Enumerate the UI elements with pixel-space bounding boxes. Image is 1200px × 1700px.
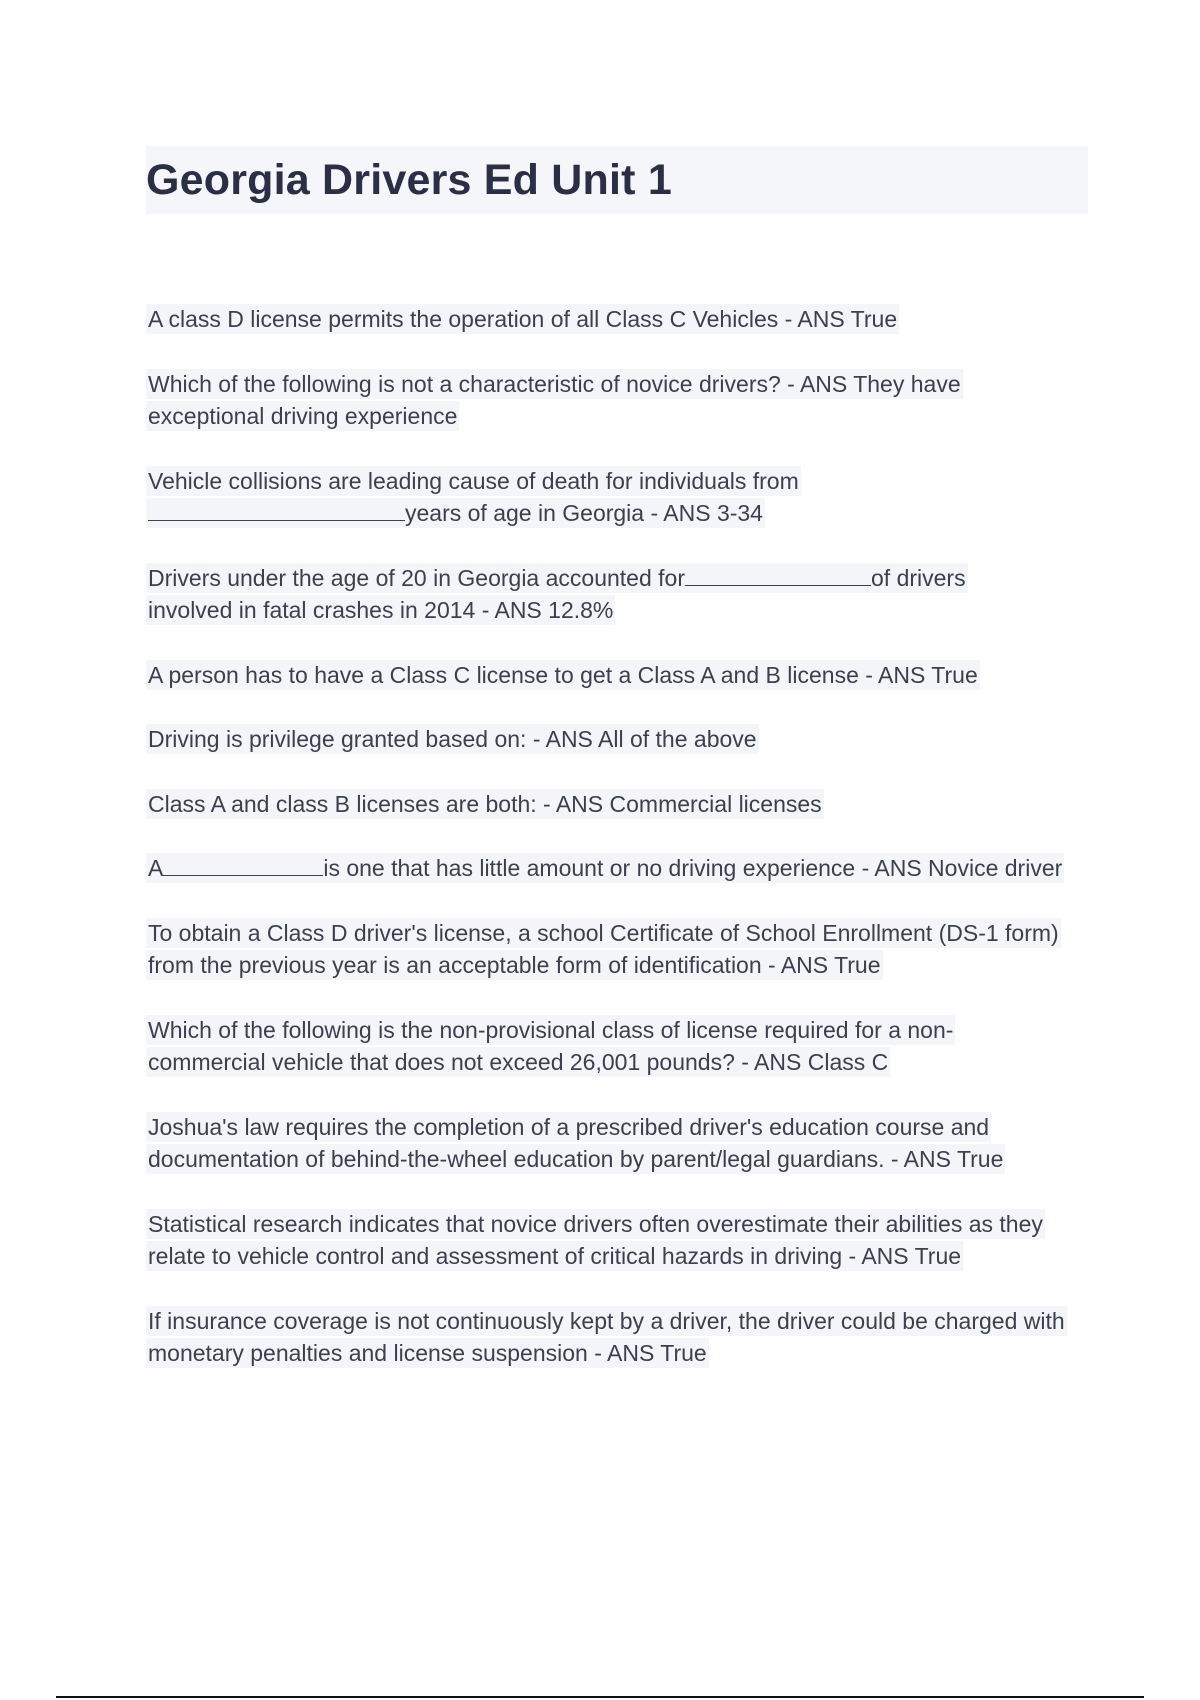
qa-item-12 <box>146 1208 1096 1273</box>
qa-item-11 <box>146 1111 1086 1176</box>
qa-text: If insurance coverage is not continuously kept by a driver, the driver could be charged with monetary penalties and license suspension - ANS True <box>148 1307 1065 1366</box>
qa-item-10 <box>146 1014 1006 1079</box>
qa-text-before-blank: A <box>148 855 164 881</box>
qa-text: A class D license permits the operation of all Class C Vehicles - ANS True <box>148 306 898 332</box>
qa-item-9 <box>146 917 1076 982</box>
footer-divider <box>56 1696 1144 1698</box>
qa-item-3 <box>146 465 1096 530</box>
qa-item-13 <box>146 1305 1086 1370</box>
fill-in-blank <box>685 563 871 586</box>
title-block <box>146 146 1088 214</box>
qa-text-after-blank: years of age in Georgia - ANS 3-34 <box>405 500 763 526</box>
qa-text: Statistical research indicates that novice drivers often overestimate their abilities as they relate to vehicle control and assessment of critical hazards in driving - ANS True <box>148 1210 1043 1269</box>
qa-item-5 <box>146 659 1096 692</box>
qa-text: A person has to have a Class C license to get a Class A and B license - ANS True <box>148 661 978 688</box>
qa-text: To obtain a Class D driver's license, a school Certificate of School Enrollment (DS-1 form) from the previous year is an acceptable form of identification - ANS True <box>148 919 1059 978</box>
qa-item-7 <box>146 788 1096 821</box>
fill-in-blank <box>148 498 405 521</box>
qa-item-4 <box>146 562 1026 627</box>
qa-text: Which of the following is not a characteristic of novice drivers? - ANS They have exceptional driving experience <box>148 370 961 429</box>
qa-text: Joshua's law requires the completion of a prescribed driver's education course and documentation of behind-the-wheel education by parent/legal guardians. - ANS True <box>148 1113 1004 1172</box>
page-title: Georgia Drivers Ed Unit 1 <box>146 156 672 204</box>
qa-text: Class A and class B licenses are both: - ANS Commercial licenses <box>148 790 822 817</box>
qa-item-8 <box>146 852 1076 885</box>
question-answer-list <box>146 303 1096 1402</box>
qa-text: Which of the following is the non-provisional class of license required for a non-commercial vehicle that does not exceed 26,001 pounds? - ANS Class C <box>148 1016 954 1075</box>
qa-text-after-blank: is one that has little amount or no driving experience - ANS Novice driver <box>323 855 1063 881</box>
qa-text-before-blank: Drivers under the age of 20 in Georgia accounted for <box>148 564 685 591</box>
qa-item-2 <box>146 368 1046 433</box>
qa-text-before-blank: Vehicle collisions are leading cause of death for individuals from <box>148 467 799 494</box>
qa-item-6 <box>146 723 1096 756</box>
qa-item-1 <box>146 303 1096 336</box>
qa-text-after-blank: of drivers involved in fatal crashes in 2014 - ANS 12.8% <box>148 564 966 623</box>
qa-text: Driving is privilege granted based on: - ANS All of the above <box>148 726 757 752</box>
fill-in-blank <box>163 853 323 876</box>
